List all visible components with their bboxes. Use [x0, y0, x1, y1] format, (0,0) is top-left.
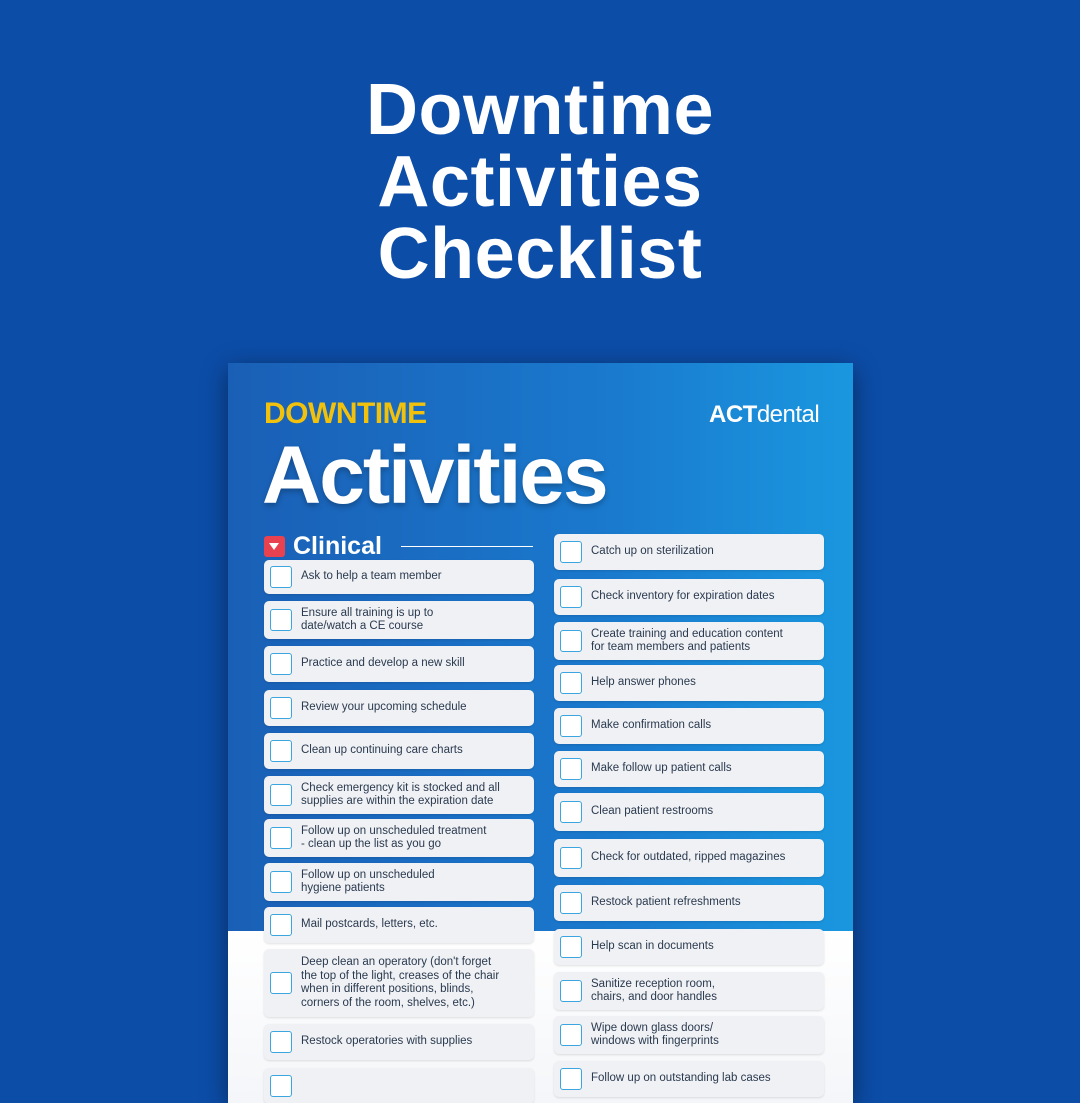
- checkbox[interactable]: [560, 1024, 582, 1046]
- checklist-item-label: Follow up on unscheduled treatment - clean up the list as you go: [301, 824, 487, 850]
- checklist-item-label: Clean patient restrooms: [591, 805, 714, 818]
- checklist-item[interactable]: [554, 665, 824, 701]
- headline-line-2: Activities: [377, 142, 703, 222]
- checklist-item[interactable]: [264, 1068, 534, 1103]
- checkbox[interactable]: [560, 715, 582, 737]
- checkbox[interactable]: [270, 1031, 292, 1053]
- checklist-item[interactable]: [264, 907, 534, 943]
- checklist-item[interactable]: [554, 708, 824, 744]
- checkbox[interactable]: [560, 936, 582, 958]
- checklist-item-label: Ask to help a team member: [301, 570, 442, 583]
- checklist-item-label: Follow up on outstanding lab cases: [591, 1072, 771, 1085]
- checklist-item-label: Make follow up patient calls: [591, 762, 732, 775]
- checklist-item-label: Check emergency kit is stocked and all supplies are within the expiration date: [301, 781, 500, 807]
- checklist-item[interactable]: [264, 690, 534, 726]
- checklist-item[interactable]: [264, 819, 534, 857]
- checklist-item-label: Catch up on sterilization: [591, 545, 714, 558]
- checkbox[interactable]: [270, 871, 292, 893]
- checkbox[interactable]: [560, 586, 582, 608]
- checklist-item[interactable]: [264, 560, 534, 594]
- checklist-item[interactable]: [264, 646, 534, 682]
- checklist-item-label: Review your upcoming schedule: [301, 701, 467, 714]
- checklist-item[interactable]: [554, 972, 824, 1010]
- checkbox[interactable]: [270, 653, 292, 675]
- checklist-item[interactable]: [264, 863, 534, 901]
- checklist-item-label: Follow up on unscheduled hygiene patients: [301, 868, 435, 894]
- checkbox[interactable]: [560, 672, 582, 694]
- brand-logo-bold: ACT: [709, 401, 757, 428]
- section-label: Clinical: [293, 531, 382, 560]
- checklist-item[interactable]: [264, 776, 534, 814]
- checkbox[interactable]: [270, 972, 292, 994]
- checkbox[interactable]: [560, 630, 582, 652]
- checklist-item-label: Restock patient refreshments: [591, 896, 741, 909]
- chevron-down-icon[interactable]: [264, 536, 285, 557]
- checkbox[interactable]: [270, 914, 292, 936]
- checklist-item-label: Create training and education content for team members and patients: [591, 627, 783, 653]
- checklist-item-label: Mail postcards, letters, etc.: [301, 918, 438, 931]
- section-divider: [401, 546, 533, 547]
- checklist-item[interactable]: [554, 579, 824, 615]
- headline-line-1: Downtime: [365, 70, 714, 150]
- checkbox[interactable]: [560, 847, 582, 869]
- checkbox[interactable]: [270, 566, 292, 588]
- checklist-item-label: Wipe down glass doors/ windows with fingerprints: [591, 1021, 719, 1047]
- checklist-item-label: Sanitize reception room, chairs, and door handles: [591, 977, 717, 1003]
- checklist-item-label: Restock operatories with supplies: [301, 1035, 473, 1048]
- checkbox[interactable]: [560, 758, 582, 780]
- checklist-item[interactable]: [554, 839, 824, 877]
- checkbox[interactable]: [560, 980, 582, 1002]
- checkbox[interactable]: [270, 740, 292, 762]
- checkbox[interactable]: [270, 609, 292, 631]
- checkbox[interactable]: [270, 784, 292, 806]
- section-header-clinical[interactable]: [264, 531, 382, 561]
- headline-line-3: Checklist: [377, 214, 703, 294]
- checklist-item[interactable]: [554, 793, 824, 831]
- checklist-item[interactable]: [264, 1024, 534, 1060]
- checklist-sheet: [228, 363, 853, 1103]
- checkbox[interactable]: [270, 827, 292, 849]
- checklist-item[interactable]: [554, 1016, 824, 1054]
- checkbox[interactable]: [560, 1068, 582, 1090]
- page-headline: [0, 70, 1080, 294]
- sheet-kicker: DOWNTIME: [264, 397, 427, 430]
- checkbox[interactable]: [270, 1075, 292, 1097]
- checklist-item[interactable]: [554, 751, 824, 787]
- checklist-item[interactable]: [554, 622, 824, 660]
- checklist-item[interactable]: [554, 885, 824, 921]
- brand-logo-light: dental: [756, 401, 820, 428]
- checklist-item-label: Help scan in documents: [591, 940, 714, 953]
- checklist-item[interactable]: [264, 601, 534, 639]
- checklist-item-label: Ensure all training is up to date/watch a CE course: [301, 606, 434, 632]
- checklist-item[interactable]: [554, 929, 824, 965]
- brand-logo: [709, 401, 819, 429]
- checklist-item[interactable]: [264, 949, 534, 1017]
- sheet-title: Activities: [262, 430, 607, 521]
- checklist-item-label: Check for outdated, ripped magazines: [591, 851, 786, 864]
- checklist-item-label: Help answer phones: [591, 676, 696, 689]
- checkbox[interactable]: [560, 541, 582, 563]
- checklist-item-label: Clean up continuing care charts: [301, 744, 463, 757]
- checklist-item-label: Practice and develop a new skill: [301, 657, 465, 670]
- checklist-item[interactable]: [264, 733, 534, 769]
- checkbox[interactable]: [560, 801, 582, 823]
- checklist-item-label: Check inventory for expiration dates: [591, 590, 775, 603]
- checklist-item[interactable]: [554, 534, 824, 570]
- checkbox[interactable]: [560, 892, 582, 914]
- checklist-item-label: Make confirmation calls: [591, 719, 712, 732]
- checklist-item-label: Deep clean an operatory (don't forget the top of the light, creases of the chair when in different positions, blinds, corners of the room, shelves, etc.): [301, 956, 500, 1009]
- checkbox[interactable]: [270, 697, 292, 719]
- checklist-item[interactable]: [554, 1061, 824, 1097]
